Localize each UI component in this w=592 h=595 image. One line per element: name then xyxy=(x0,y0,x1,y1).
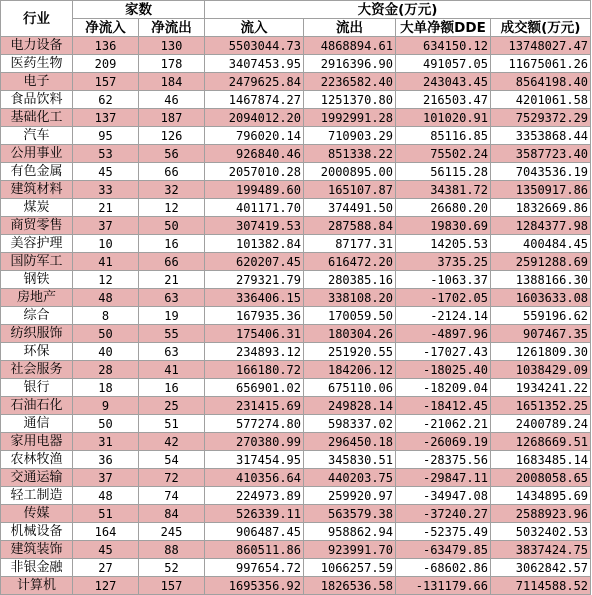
industry-cell: 交通运输 xyxy=(1,469,73,487)
inflow-cell: 2057010.28 xyxy=(205,163,304,181)
header-row-2 xyxy=(1,19,591,37)
inflow-cell: 231415.69 xyxy=(205,397,304,415)
inflow-count-cell: 27 xyxy=(73,559,139,577)
industry-cell: 有色金属 xyxy=(1,163,73,181)
table-row xyxy=(1,271,591,289)
outflow-count-cell: 12 xyxy=(139,199,205,217)
inflow-count-cell: 28 xyxy=(73,361,139,379)
industry-cell: 汽车 xyxy=(1,127,73,145)
industry-cell: 纺织服饰 xyxy=(1,325,73,343)
inflow-count-cell: 40 xyxy=(73,343,139,361)
table-row xyxy=(1,343,591,361)
volume-cell: 1268669.51 xyxy=(491,433,591,451)
outflow-cell: 251920.55 xyxy=(304,343,396,361)
dde-cell: -18209.04 xyxy=(396,379,491,397)
outflow-cell: 184206.12 xyxy=(304,361,396,379)
outflow-count-cell: 157 xyxy=(139,577,205,595)
outflow-count-cell: 16 xyxy=(139,235,205,253)
table-row xyxy=(1,397,591,415)
inflow-count-cell: 137 xyxy=(73,109,139,127)
header-industry: 行业 xyxy=(1,1,73,37)
dde-cell: 14205.53 xyxy=(396,235,491,253)
volume-cell: 559196.62 xyxy=(491,307,591,325)
inflow-cell: 926840.46 xyxy=(205,145,304,163)
industry-cell: 非银金融 xyxy=(1,559,73,577)
inflow-cell: 1467874.27 xyxy=(205,91,304,109)
outflow-count-cell: 32 xyxy=(139,181,205,199)
dde-cell: 216503.47 xyxy=(396,91,491,109)
inflow-cell: 175406.31 xyxy=(205,325,304,343)
inflow-count-cell: 8 xyxy=(73,307,139,325)
outflow-cell: 374491.50 xyxy=(304,199,396,217)
outflow-count-cell: 51 xyxy=(139,415,205,433)
header-group-money: 大资金(万元) xyxy=(205,1,591,19)
table-row xyxy=(1,217,591,235)
table-row xyxy=(1,433,591,451)
outflow-count-cell: 63 xyxy=(139,289,205,307)
table-body xyxy=(1,37,591,595)
table-row xyxy=(1,415,591,433)
industry-cell: 银行 xyxy=(1,379,73,397)
volume-cell: 7529372.29 xyxy=(491,109,591,127)
outflow-cell: 180304.26 xyxy=(304,325,396,343)
dde-cell: -1702.05 xyxy=(396,289,491,307)
outflow-cell: 4868894.61 xyxy=(304,37,396,55)
outflow-cell: 2916396.90 xyxy=(304,55,396,73)
dde-cell: -21062.21 xyxy=(396,415,491,433)
outflow-cell: 338108.20 xyxy=(304,289,396,307)
dde-cell: 56115.28 xyxy=(396,163,491,181)
volume-cell: 8564198.40 xyxy=(491,73,591,91)
outflow-cell: 563579.38 xyxy=(304,505,396,523)
header-row-1 xyxy=(1,1,591,19)
inflow-cell: 2479625.84 xyxy=(205,73,304,91)
industry-cell: 房地产 xyxy=(1,289,73,307)
dde-cell: 26680.20 xyxy=(396,199,491,217)
industry-cell: 家用电器 xyxy=(1,433,73,451)
outflow-count-cell: 19 xyxy=(139,307,205,325)
industry-cell: 公用事业 xyxy=(1,145,73,163)
outflow-cell: 598337.02 xyxy=(304,415,396,433)
inflow-cell: 317454.95 xyxy=(205,451,304,469)
table-row xyxy=(1,379,591,397)
outflow-cell: 170059.50 xyxy=(304,307,396,325)
inflow-cell: 234893.12 xyxy=(205,343,304,361)
outflow-cell: 296450.18 xyxy=(304,433,396,451)
table-row xyxy=(1,127,591,145)
outflow-count-cell: 21 xyxy=(139,271,205,289)
outflow-cell: 710903.29 xyxy=(304,127,396,145)
inflow-count-cell: 37 xyxy=(73,217,139,235)
outflow-count-cell: 184 xyxy=(139,73,205,91)
dde-cell: -17027.43 xyxy=(396,343,491,361)
dde-cell: 491057.05 xyxy=(396,55,491,73)
inflow-count-cell: 209 xyxy=(73,55,139,73)
outflow-count-cell: 84 xyxy=(139,505,205,523)
dde-cell: -26069.19 xyxy=(396,433,491,451)
inflow-count-cell: 45 xyxy=(73,163,139,181)
volume-cell: 1683485.14 xyxy=(491,451,591,469)
outflow-count-cell: 42 xyxy=(139,433,205,451)
outflow-count-cell: 66 xyxy=(139,253,205,271)
table-row xyxy=(1,505,591,523)
inflow-cell: 1695356.92 xyxy=(205,577,304,595)
inflow-count-cell: 21 xyxy=(73,199,139,217)
header-volume: 成交额(万元) xyxy=(491,19,591,37)
inflow-count-cell: 50 xyxy=(73,325,139,343)
table-row xyxy=(1,109,591,127)
dde-cell: 101020.91 xyxy=(396,109,491,127)
inflow-count-cell: 9 xyxy=(73,397,139,415)
inflow-count-cell: 48 xyxy=(73,487,139,505)
outflow-cell: 345830.51 xyxy=(304,451,396,469)
inflow-cell: 336406.15 xyxy=(205,289,304,307)
volume-cell: 1038429.09 xyxy=(491,361,591,379)
volume-cell: 2588923.96 xyxy=(491,505,591,523)
outflow-cell: 958862.94 xyxy=(304,523,396,541)
inflow-count-cell: 157 xyxy=(73,73,139,91)
dde-cell: 3735.25 xyxy=(396,253,491,271)
industry-cell: 基础化工 xyxy=(1,109,73,127)
industry-cell: 食品饮料 xyxy=(1,91,73,109)
outflow-cell: 259920.97 xyxy=(304,487,396,505)
volume-cell: 4201061.58 xyxy=(491,91,591,109)
industry-cell: 电力设备 xyxy=(1,37,73,55)
dde-cell: -68602.86 xyxy=(396,559,491,577)
dde-cell: -131179.66 xyxy=(396,577,491,595)
dde-cell: -37240.27 xyxy=(396,505,491,523)
dde-cell: 34381.72 xyxy=(396,181,491,199)
dde-cell: -63479.85 xyxy=(396,541,491,559)
table-row xyxy=(1,163,591,181)
table-row xyxy=(1,523,591,541)
inflow-count-cell: 31 xyxy=(73,433,139,451)
inflow-cell: 224973.89 xyxy=(205,487,304,505)
dde-cell: -18412.45 xyxy=(396,397,491,415)
table-row xyxy=(1,55,591,73)
volume-cell: 1388166.30 xyxy=(491,271,591,289)
outflow-count-cell: 63 xyxy=(139,343,205,361)
inflow-cell: 307419.53 xyxy=(205,217,304,235)
outflow-count-cell: 72 xyxy=(139,469,205,487)
inflow-cell: 5503044.73 xyxy=(205,37,304,55)
outflow-cell: 1992991.28 xyxy=(304,109,396,127)
outflow-count-cell: 54 xyxy=(139,451,205,469)
inflow-count-cell: 50 xyxy=(73,415,139,433)
volume-cell: 1350917.86 xyxy=(491,181,591,199)
inflow-cell: 620207.45 xyxy=(205,253,304,271)
inflow-cell: 199489.60 xyxy=(205,181,304,199)
table-row xyxy=(1,487,591,505)
dde-cell: 85116.85 xyxy=(396,127,491,145)
industry-cell: 环保 xyxy=(1,343,73,361)
outflow-cell: 280385.16 xyxy=(304,271,396,289)
outflow-count-cell: 16 xyxy=(139,379,205,397)
table-row xyxy=(1,325,591,343)
dde-cell: -29847.11 xyxy=(396,469,491,487)
volume-cell: 3062842.57 xyxy=(491,559,591,577)
outflow-count-cell: 56 xyxy=(139,145,205,163)
industry-cell: 医药生物 xyxy=(1,55,73,73)
inflow-cell: 577274.80 xyxy=(205,415,304,433)
inflow-count-cell: 48 xyxy=(73,289,139,307)
inflow-cell: 166180.72 xyxy=(205,361,304,379)
outflow-count-cell: 52 xyxy=(139,559,205,577)
inflow-cell: 997654.72 xyxy=(205,559,304,577)
inflow-cell: 2094012.20 xyxy=(205,109,304,127)
industry-cell: 综合 xyxy=(1,307,73,325)
table-row xyxy=(1,469,591,487)
outflow-cell: 1066257.59 xyxy=(304,559,396,577)
table-row xyxy=(1,253,591,271)
outflow-count-cell: 66 xyxy=(139,163,205,181)
volume-cell: 3587723.40 xyxy=(491,145,591,163)
inflow-cell: 279321.79 xyxy=(205,271,304,289)
volume-cell: 1832669.86 xyxy=(491,199,591,217)
outflow-count-cell: 88 xyxy=(139,541,205,559)
volume-cell: 2591288.69 xyxy=(491,253,591,271)
inflow-cell: 410356.64 xyxy=(205,469,304,487)
outflow-cell: 249828.14 xyxy=(304,397,396,415)
table-row xyxy=(1,559,591,577)
table-row xyxy=(1,307,591,325)
inflow-cell: 101382.84 xyxy=(205,235,304,253)
inflow-cell: 860511.86 xyxy=(205,541,304,559)
inflow-cell: 270380.99 xyxy=(205,433,304,451)
industry-cell: 社会服务 xyxy=(1,361,73,379)
outflow-count-cell: 41 xyxy=(139,361,205,379)
table-row xyxy=(1,577,591,595)
volume-cell: 1651352.25 xyxy=(491,397,591,415)
industry-cell: 轻工制造 xyxy=(1,487,73,505)
volume-cell: 1261809.30 xyxy=(491,343,591,361)
table-row xyxy=(1,73,591,91)
dde-cell: -28375.56 xyxy=(396,451,491,469)
table-row xyxy=(1,91,591,109)
table-row xyxy=(1,361,591,379)
outflow-cell: 2000895.00 xyxy=(304,163,396,181)
industry-cell: 石油石化 xyxy=(1,397,73,415)
outflow-cell: 165107.87 xyxy=(304,181,396,199)
outflow-cell: 287588.84 xyxy=(304,217,396,235)
outflow-cell: 1251370.80 xyxy=(304,91,396,109)
inflow-count-cell: 41 xyxy=(73,253,139,271)
outflow-count-cell: 25 xyxy=(139,397,205,415)
dde-cell: 634150.12 xyxy=(396,37,491,55)
volume-cell: 907467.35 xyxy=(491,325,591,343)
outflow-count-cell: 130 xyxy=(139,37,205,55)
industry-cell: 建筑装饰 xyxy=(1,541,73,559)
industry-cell: 通信 xyxy=(1,415,73,433)
dde-cell: -1063.37 xyxy=(396,271,491,289)
industry-cell: 计算机 xyxy=(1,577,73,595)
volume-cell: 13748027.47 xyxy=(491,37,591,55)
volume-cell: 11675061.26 xyxy=(491,55,591,73)
inflow-count-cell: 12 xyxy=(73,271,139,289)
inflow-count-cell: 164 xyxy=(73,523,139,541)
volume-cell: 1434895.69 xyxy=(491,487,591,505)
volume-cell: 400484.45 xyxy=(491,235,591,253)
industry-cell: 钢铁 xyxy=(1,271,73,289)
outflow-cell: 851338.22 xyxy=(304,145,396,163)
outflow-cell: 923991.70 xyxy=(304,541,396,559)
outflow-count-cell: 187 xyxy=(139,109,205,127)
table-row xyxy=(1,145,591,163)
volume-cell: 3837424.75 xyxy=(491,541,591,559)
header-group-count: 家数 xyxy=(73,1,205,19)
outflow-count-cell: 245 xyxy=(139,523,205,541)
inflow-cell: 3407453.95 xyxy=(205,55,304,73)
outflow-count-cell: 55 xyxy=(139,325,205,343)
inflow-cell: 656901.02 xyxy=(205,379,304,397)
volume-cell: 2008058.65 xyxy=(491,469,591,487)
outflow-cell: 616472.20 xyxy=(304,253,396,271)
dde-cell: -52375.49 xyxy=(396,523,491,541)
industry-cell: 电子 xyxy=(1,73,73,91)
inflow-cell: 906487.45 xyxy=(205,523,304,541)
inflow-cell: 167935.36 xyxy=(205,307,304,325)
table-row xyxy=(1,289,591,307)
inflow-cell: 796020.14 xyxy=(205,127,304,145)
volume-cell: 7114588.52 xyxy=(491,577,591,595)
outflow-cell: 440203.75 xyxy=(304,469,396,487)
inflow-count-cell: 127 xyxy=(73,577,139,595)
dde-cell: 75502.24 xyxy=(396,145,491,163)
industry-cell: 国防军工 xyxy=(1,253,73,271)
outflow-cell: 87177.31 xyxy=(304,235,396,253)
inflow-count-cell: 53 xyxy=(73,145,139,163)
header-inflow: 流入 xyxy=(205,19,304,37)
inflow-cell: 526339.11 xyxy=(205,505,304,523)
volume-cell: 2400789.24 xyxy=(491,415,591,433)
outflow-cell: 2236582.40 xyxy=(304,73,396,91)
table-row xyxy=(1,451,591,469)
inflow-cell: 401171.70 xyxy=(205,199,304,217)
inflow-count-cell: 62 xyxy=(73,91,139,109)
industry-cell: 农林牧渔 xyxy=(1,451,73,469)
dde-cell: -34947.08 xyxy=(396,487,491,505)
header-outflow-count: 净流出 xyxy=(139,19,205,37)
volume-cell: 1284377.98 xyxy=(491,217,591,235)
outflow-count-cell: 126 xyxy=(139,127,205,145)
volume-cell: 1934241.22 xyxy=(491,379,591,397)
outflow-count-cell: 178 xyxy=(139,55,205,73)
inflow-count-cell: 51 xyxy=(73,505,139,523)
volume-cell: 5032402.53 xyxy=(491,523,591,541)
inflow-count-cell: 36 xyxy=(73,451,139,469)
dde-cell: -4897.96 xyxy=(396,325,491,343)
industry-cell: 传媒 xyxy=(1,505,73,523)
inflow-count-cell: 33 xyxy=(73,181,139,199)
volume-cell: 7043536.19 xyxy=(491,163,591,181)
outflow-count-cell: 46 xyxy=(139,91,205,109)
industry-cell: 商贸零售 xyxy=(1,217,73,235)
inflow-count-cell: 136 xyxy=(73,37,139,55)
table-row xyxy=(1,235,591,253)
table-row xyxy=(1,181,591,199)
header-inflow-count: 净流入 xyxy=(73,19,139,37)
volume-cell: 1603633.08 xyxy=(491,289,591,307)
header-outflow: 流出 xyxy=(304,19,396,37)
inflow-count-cell: 10 xyxy=(73,235,139,253)
inflow-count-cell: 37 xyxy=(73,469,139,487)
table-row xyxy=(1,199,591,217)
dde-cell: 19830.69 xyxy=(396,217,491,235)
inflow-count-cell: 18 xyxy=(73,379,139,397)
dde-cell: -18025.40 xyxy=(396,361,491,379)
table-row xyxy=(1,37,591,55)
header-dde: 大单净额DDE xyxy=(396,19,491,37)
table-row xyxy=(1,541,591,559)
outflow-cell: 1826536.58 xyxy=(304,577,396,595)
dde-cell: -2124.14 xyxy=(396,307,491,325)
inflow-count-cell: 95 xyxy=(73,127,139,145)
outflow-count-cell: 50 xyxy=(139,217,205,235)
industry-cell: 建筑材料 xyxy=(1,181,73,199)
outflow-count-cell: 74 xyxy=(139,487,205,505)
industry-cell: 机械设备 xyxy=(1,523,73,541)
inflow-count-cell: 45 xyxy=(73,541,139,559)
industry-cell: 煤炭 xyxy=(1,199,73,217)
volume-cell: 3353868.44 xyxy=(491,127,591,145)
outflow-cell: 675110.06 xyxy=(304,379,396,397)
industry-cell: 美容护理 xyxy=(1,235,73,253)
dde-cell: 243043.45 xyxy=(396,73,491,91)
